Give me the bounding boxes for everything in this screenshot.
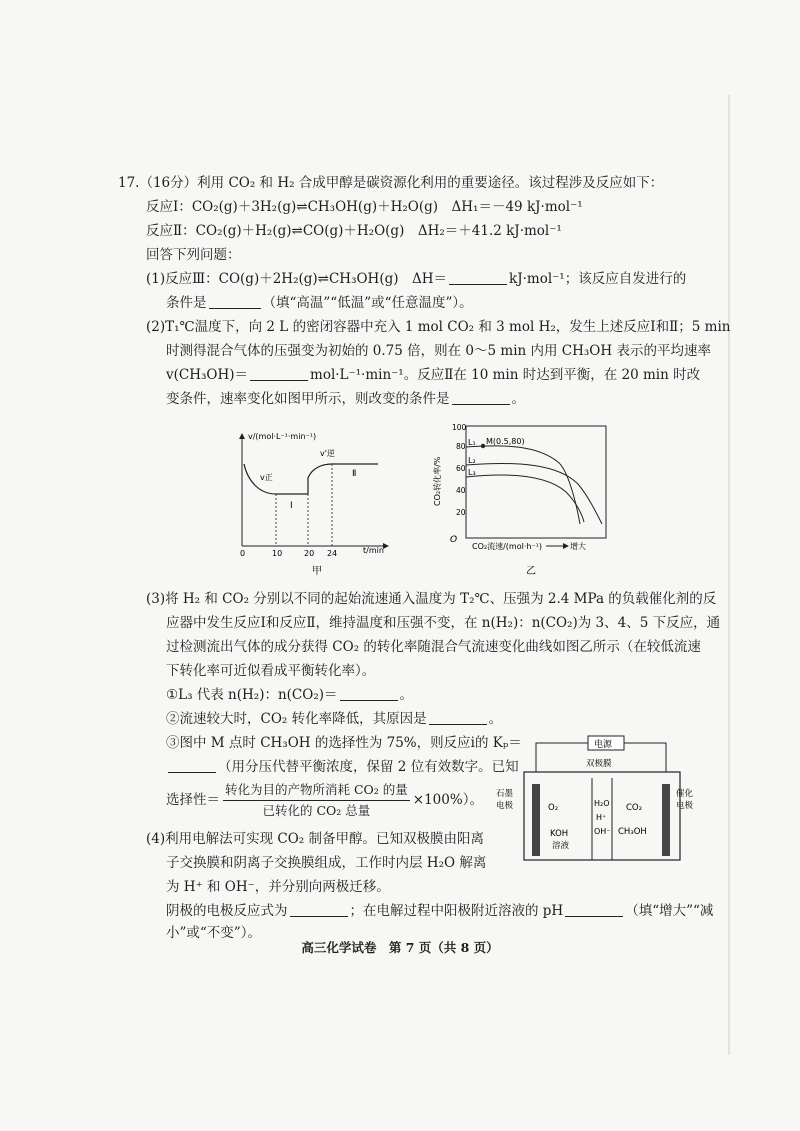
part2-line2: 时测得混合气体的压强变为初始的 0.75 倍，则在 0～5 min 内用 CH₃OH 表示的平均速率: [166, 343, 711, 359]
koh-label-1: KOH: [550, 829, 569, 839]
answer-blank-rate[interactable]: [250, 368, 308, 381]
page-edge: [728, 95, 730, 1055]
jia-ylabel: v/(mol·L⁻¹·min⁻¹): [248, 432, 317, 441]
jia-x-tick-0: 0: [240, 549, 246, 558]
part3-q3: ③图中 M 点时 CH₃OH 的选择性为 75%，则反应ⅰ的 Kₚ＝: [166, 735, 522, 751]
koh-label-2: 溶液: [552, 841, 570, 851]
selectivity-formula: [166, 780, 483, 821]
jia-label-2: Ⅱ: [352, 469, 357, 479]
part3-q1-end: 。: [399, 687, 414, 703]
part3-q2-end: 。: [488, 711, 503, 727]
jia-label-vzheng: v正: [260, 473, 273, 482]
yi-label-l1: L₁: [468, 438, 476, 447]
part3-line4: 下转化率可近似看成平衡转化率）。: [166, 663, 376, 679]
part2-line1: (2)T₁℃温度下，向 2 L 的密闭容器中充入 1 mol CO₂ 和 3 mol H₂，发生上述反应Ⅰ和Ⅱ；5 min: [146, 319, 731, 335]
graphite-electrode: [532, 784, 540, 856]
selectivity-fraction: [223, 780, 410, 821]
part4-line2: 子交换膜和阴离子交换膜组成，工作时内层 H₂O 解离: [166, 855, 487, 871]
ch3oh-label: CH₃OH: [618, 827, 647, 837]
catalytic-electrode: [662, 784, 670, 856]
oh-minus-label: OH⁻: [594, 827, 611, 836]
part4-line1: (4)利用电解法可实现 CO₂ 制备甲醇。已知双极膜由阳离: [146, 831, 485, 847]
yi-y-tick-80: 80: [456, 442, 466, 451]
yi-origin: O: [450, 535, 458, 545]
selectivity-numerator: 转化为目的产物所消耗 CO₂ 的量: [223, 780, 410, 801]
jia-label-vni: v'逆: [320, 449, 335, 458]
part3-line3: 过检测流出气体的成分获得 CO₂ 的转化率随混合气流速变化曲线如图乙所示（在较低流速: [166, 639, 701, 655]
jia-curve-2: [308, 464, 378, 494]
part1-text-a: (1)反应Ⅲ：CO(g)＋2H₂(g)⇌CH₃OH(g) ΔH＝: [146, 271, 448, 287]
answer-blank-reason[interactable]: [429, 712, 487, 725]
yi-label-m: M(0.5,80): [486, 437, 525, 446]
wire-left: [536, 743, 588, 772]
part3-q2: [166, 710, 502, 728]
yi-ylabel: CO₂转化率/%: [433, 456, 442, 506]
yi-label-l2: L₂: [468, 456, 476, 465]
figure-jia: [226, 428, 396, 576]
part1-text-d: （填“高温”“低温”或“任意温度”）。: [262, 295, 473, 311]
part4-text-c: （填“增大”“减: [625, 903, 714, 919]
part2-text-b: mol·L⁻¹·min⁻¹。反应Ⅱ在 10 min 时达到平衡，在 20 min 时改: [310, 367, 701, 383]
jia-x-tick-20: 20: [304, 549, 315, 558]
yi-curve-l3: [466, 475, 584, 522]
reaction-2: 反应Ⅱ：CO₂(g)＋H₂(g)⇌CO(g)＋H₂O(g) ΔH₂＝＋41.2 kJ·mol⁻¹: [146, 223, 562, 239]
yi-x-arrow-label: 增大: [570, 542, 586, 551]
yi-y-tick-60: 60: [456, 464, 466, 473]
selectivity-end: ×100%）。: [412, 792, 483, 808]
part3-q1: [166, 686, 413, 704]
part3-q1-text: ①L₃ 代表 n(H₂)：n(CO₂)＝: [166, 687, 338, 703]
part3-q2-text: ②流速较大时，CO₂ 转化率降低，其原因是: [166, 711, 427, 727]
yi-y-tick-20: 20: [456, 508, 466, 517]
h-plus-label: H⁺: [596, 813, 607, 822]
yi-point-m: [481, 444, 485, 448]
part1-text-b: kJ·mol⁻¹；该反应自发进行的: [509, 271, 687, 287]
water-label: H₂O: [594, 799, 610, 808]
yi-y-tick-100: 100: [452, 423, 467, 432]
part3-q3-cont-text: （用分压代替平衡浓度，保留 2 位有效数字。已知: [218, 759, 519, 775]
yi-label-l3: L₃: [468, 468, 476, 477]
jia-caption: 甲: [312, 566, 322, 576]
power-label: 电源: [594, 740, 613, 750]
answer-blank-l3[interactable]: [340, 688, 398, 701]
cell-diagram: [494, 734, 704, 866]
part3-line2: 应器中发生反应Ⅰ和反应Ⅱ，维持温度和压强不变，在 n(H₂)：n(CO₂)为 3、4、5 下反应，通: [166, 615, 721, 631]
part2-text-c: 变条件，速率变化如图甲所示，则改变的条件是: [166, 391, 450, 407]
part1-line2: [166, 294, 473, 312]
reaction-1: 反应Ⅰ：CO₂(g)＋3H₂(g)⇌CH₃OH(g)＋H₂O(g) ΔH₁＝－49 kJ·mol⁻¹: [146, 199, 583, 215]
yi-xlabel: CO₂流速/(mol·h⁻¹): [472, 542, 542, 551]
co2-label: CO₂: [626, 803, 643, 813]
o2-label: O₂: [548, 803, 559, 813]
right-electrode-label-1: 催化: [676, 789, 694, 799]
membrane-label: 双极膜: [586, 759, 612, 769]
jia-x-tick-24: 24: [327, 549, 338, 558]
page-footer: 高三化学试卷 第 7 页（共 8 页）: [301, 940, 499, 955]
part4-line3: 为 H⁺ 和 OH⁻，并分别向两极迁移。: [166, 879, 390, 895]
selectivity-denominator: 已转化的 CO₂ 总量: [262, 803, 371, 818]
right-electrode-label-2: 电极: [676, 801, 694, 811]
part1-text-c: 条件是: [166, 295, 207, 311]
wire-right: [624, 743, 666, 772]
selectivity-label: 选择性＝: [166, 792, 220, 808]
part4-text-b: ；在电解过程中阳极附近溶液的 pH: [349, 903, 564, 919]
part1-line1: [146, 270, 686, 288]
answer-blank-kp[interactable]: [168, 760, 216, 773]
answer-blank-cathode[interactable]: [290, 904, 348, 917]
left-electrode-label-2: 电极: [496, 801, 514, 811]
yi-curve-l1: [466, 446, 580, 524]
part3-q3-cont: [166, 758, 519, 776]
jia-curve-1: [244, 464, 308, 494]
answer-blank-dh[interactable]: [449, 272, 507, 285]
answer-blank-change[interactable]: [452, 392, 510, 405]
part3-line1: (3)将 H₂ 和 CO₂ 分别以不同的起始流速通入温度为 T₂℃、压强为 2.4 MPa 的负载催化剂的反: [146, 591, 717, 607]
part2-line4: [166, 390, 525, 408]
jia-xlabel: t/min: [363, 546, 384, 555]
jia-label-1: Ⅰ: [290, 501, 293, 511]
answer-blank-condition[interactable]: [209, 296, 261, 309]
yi-caption: 乙: [526, 566, 536, 577]
yi-y-tick-40: 40: [456, 486, 466, 495]
part4-line4: [166, 902, 713, 920]
part2-text-a: v(CH₃OH)＝: [166, 367, 249, 383]
answer-blank-ph[interactable]: [565, 904, 623, 917]
jia-x-tick-10: 10: [272, 549, 283, 558]
part2-line3: [166, 366, 700, 384]
figure-yi: [428, 418, 628, 578]
prompt: 回答下列问题：: [146, 247, 241, 263]
question-header: 17.（16分）利用 CO₂ 和 H₂ 合成甲醇是碳资源化利用的重要途径。该过程涉及反应如下：: [118, 175, 664, 191]
part4-line5: 小”或“不变”）。: [166, 925, 261, 941]
part4-text-a: 阴极的电极反应式为: [166, 903, 288, 919]
left-electrode-label-1: 石墨: [496, 789, 514, 799]
part2-text-d: 。: [511, 391, 525, 407]
